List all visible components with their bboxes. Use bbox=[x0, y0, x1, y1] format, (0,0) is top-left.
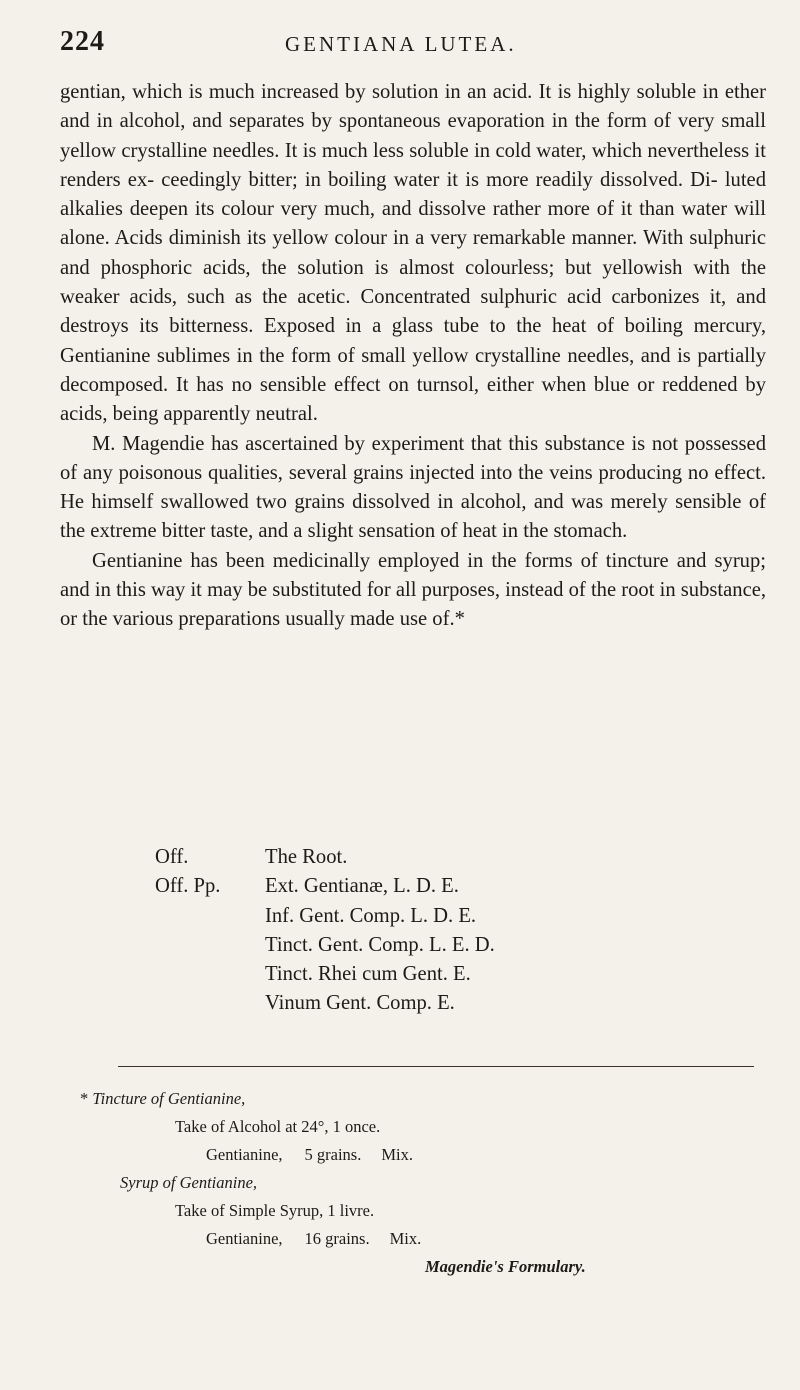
paragraph-2: M. Magendie has ascertained by experiment that this substance is not possessed of any poisonous qualities, several grains injected into the veins producing no effect. He himself swallowed two grains dissolved in alcohol, and was merely sensible of the extreme bitter taste, and a slight sensation of heat in the stomach. bbox=[60, 432, 766, 543]
syrup-title: Syrup of Gentianine, bbox=[120, 1173, 258, 1192]
syrup-take: Take of Simple Syrup, 1 livre. bbox=[175, 1201, 375, 1220]
syrup-ingredient: Gentianine, bbox=[206, 1229, 283, 1248]
tincture-quantity: 5 grains. bbox=[304, 1145, 362, 1164]
off-item: The Root. bbox=[265, 846, 348, 868]
tincture-ingredient: Gentianine, bbox=[206, 1145, 283, 1164]
tincture-mix: Mix. bbox=[381, 1145, 413, 1164]
syrup-mix: Mix. bbox=[389, 1229, 422, 1248]
running-head: GENTIANA LUTEA. bbox=[285, 32, 517, 56]
off-label: Off. bbox=[155, 846, 189, 868]
preparation-item: Tinct. Rhei cum Gent. E. bbox=[265, 963, 471, 986]
syrup-quantity: 16 grains. bbox=[304, 1229, 370, 1248]
tincture-take: Take of Alcohol at 24°, 1 once. bbox=[175, 1117, 381, 1136]
tincture-title: Tincture of Gentianine, bbox=[92, 1089, 246, 1108]
footnote-tincture-title-line bbox=[80, 1085, 720, 1113]
offpp-label: Off. Pp. bbox=[155, 875, 221, 898]
officinal-row bbox=[155, 843, 715, 872]
page-number: 224 bbox=[60, 26, 105, 57]
body-text bbox=[60, 78, 766, 635]
footnote bbox=[80, 1085, 720, 1281]
paragraph-3: Gentianine has been medicinally employed in the forms of tincture and syrup; and in this way it may be substituted for all purposes, instead of the root in substance, or the various preparations usually made use of.* bbox=[60, 549, 766, 631]
preparation-item: Inf. Gent. Comp. L. D. E. bbox=[265, 904, 477, 927]
paragraph-1: gentian, which is much increased by solution in an acid. It is highly soluble in ether and in alcohol, and separates by spontaneous evaporation in the form of very small yellow crystalline needles. It is much less soluble in cold water, which nevertheless it renders ex- ceedingly bitter; in boiling water it is more readily dissolved. Di- luted alkalies deepen its colour very much, and dissolve rather more of it than water will alone. Acids diminish its yellow colour in a very remarkable manner. With sulphuric and phosphoric acids, the solution is almost colourless; but yellowish with the weaker acids, such as the acetic. Concentrated sulphuric acid carbonizes it, and destroys its bitterness. Exposed in a glass tube to the heat of boiling mercury, Gentianine sublimes in the form of small yellow crystalline needles, and is partially decomposed. It has no sensible effect on turnsol, either when blue or reddened by acids, being apparently neutral. bbox=[60, 81, 766, 426]
officinal-preparations-row bbox=[155, 872, 715, 901]
preparation-item: Vinum Gent. Comp. E. bbox=[265, 992, 455, 1015]
tincture-ingredient-line bbox=[80, 1141, 720, 1169]
preparation-item: Ext. Gentianæ, L. D. E. bbox=[265, 875, 459, 898]
preparation-item: Tinct. Gent. Comp. L. E. D. bbox=[265, 933, 495, 956]
syrup-ingredient-line bbox=[80, 1225, 720, 1253]
footnote-divider bbox=[118, 1066, 754, 1067]
footnote-marker: * bbox=[80, 1089, 89, 1108]
page-header bbox=[60, 26, 740, 66]
officinal-list bbox=[155, 843, 715, 1019]
footnote-source: Magendie's Formulary. bbox=[425, 1257, 586, 1276]
